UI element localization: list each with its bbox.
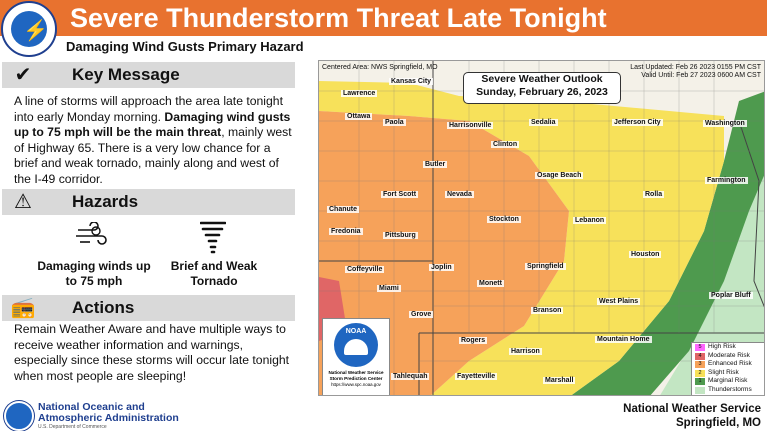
legend-swatch: 4 <box>695 353 705 360</box>
key-message-text-2: , mainly west of Highway 65. There is a very low chance for a brief and weak tornado, mainly along and west of the I-49 corridor. <box>14 125 292 186</box>
severe-outlook-map <box>318 60 765 396</box>
actions-text: Remain Weather Aware and have multiple ways to receive weather information and warnings, especially since these storms will occur late tonight when most people are sleeping! <box>14 322 290 383</box>
city-label: Branson <box>533 307 562 314</box>
legend-label: Enhanced Risk <box>708 360 752 367</box>
city-label: Jefferson City <box>614 119 661 126</box>
risk-legend <box>691 342 765 396</box>
legend-item <box>692 343 765 352</box>
legend-label: High Risk <box>708 343 736 350</box>
city-label: Poplar Bluff <box>711 292 751 299</box>
last-updated-label: Last Updated: Feb 26 2023 0155 PM CST <box>630 64 761 71</box>
noaa-caption-1: National Weather Service <box>328 370 384 375</box>
legend-label: Slight Risk <box>708 368 739 376</box>
hazard-wind-label: Damaging winds up to 75 mph <box>37 259 151 288</box>
city-label: Lawrence <box>343 90 376 97</box>
checkmark-icon: ✔ <box>14 64 32 86</box>
city-label: Sedalia <box>531 119 556 126</box>
legend-swatch: 1 <box>695 378 705 385</box>
city-label: Fayetteville <box>457 373 496 380</box>
city-label: Harrisonville <box>449 122 492 129</box>
warning-icon: ⚠ <box>14 191 32 213</box>
city-label: Lebanon <box>575 217 605 224</box>
nws-office-line-2: Springfield, MO <box>676 417 761 429</box>
legend-swatch <box>695 387 705 394</box>
tornado-icon <box>200 220 226 254</box>
noaa-caption-3: https://www.spc.noaa.gov <box>331 382 381 387</box>
legend-item <box>692 352 765 361</box>
nws-office <box>623 402 761 430</box>
nws-office-line-1: National Weather Service <box>623 403 761 415</box>
outlook-date: Sunday, February 26, 2023 <box>476 86 608 98</box>
city-label: Tahlequah <box>393 373 428 380</box>
city-label: Farmington <box>707 177 746 184</box>
outlook-title-box <box>463 72 621 104</box>
noaa-footer-logo <box>4 401 34 431</box>
city-label: Marshall <box>545 377 574 384</box>
legend-item <box>692 386 765 395</box>
hazards-header <box>2 189 295 215</box>
city-label: West Plains <box>599 298 639 305</box>
city-label: Rolla <box>645 191 663 198</box>
section-title: Hazards <box>72 192 139 211</box>
legend-label: Marginal Risk <box>708 377 748 384</box>
city-label: Pittsburg <box>385 232 416 239</box>
spc-noaa-badge <box>322 318 390 396</box>
key-message-text-1: A line of storms will approach the area late tonight into early Monday morning. <box>14 94 283 124</box>
noaa-caption-2: Storm Prediction Center <box>329 376 383 381</box>
city-label: Harrison <box>511 348 540 355</box>
city-label: Stockton <box>489 216 519 223</box>
valid-until-label: Valid Until: Feb 27 2023 0600 AM CST <box>641 72 761 79</box>
noaa-logo <box>334 323 378 367</box>
section-title: Actions <box>72 298 135 317</box>
legend-item <box>692 377 765 386</box>
city-label: Coffeyville <box>347 266 383 273</box>
city-label: Clinton <box>493 141 518 148</box>
city-label: Joplin <box>431 264 452 271</box>
legend-item <box>692 360 765 369</box>
city-label: Grove <box>411 311 432 318</box>
commerce-label: U.S. Department of Commerce <box>38 424 107 430</box>
page-title: Severe Thunderstorm Threat Late Tonight <box>70 3 607 33</box>
city-label: Fort Scott <box>383 191 417 198</box>
wind-icon <box>74 222 110 250</box>
city-label: Mountain Home <box>597 336 650 343</box>
legend-label: Thunderstorms <box>708 385 752 393</box>
actions-header <box>2 295 295 321</box>
nws-logo <box>1 1 57 57</box>
city-label: Fredonia <box>331 228 361 235</box>
city-label: Houston <box>631 251 660 258</box>
city-label: Kansas City <box>391 78 432 85</box>
city-label: Rogers <box>461 337 486 344</box>
outlook-title: Severe Weather Outlook <box>481 73 603 85</box>
key-message-text <box>14 94 294 187</box>
section-title: Key Message <box>72 65 180 84</box>
city-label: Paola <box>385 119 404 126</box>
legend-swatch: 2 <box>695 370 705 377</box>
noaa-logo-gull <box>344 339 368 355</box>
key-message-bold: Damaging wind gusts up to 75 mph will be the main threat <box>14 109 291 139</box>
legend-swatch: 3 <box>695 361 705 368</box>
key-message-header <box>2 62 295 88</box>
radio-alert-icon: 📻 <box>10 297 36 319</box>
city-label: Monett <box>479 280 502 287</box>
city-label: Washington <box>705 120 745 127</box>
noaa-name <box>38 402 179 424</box>
city-label: Butler <box>425 161 446 168</box>
city-label: Chanute <box>329 206 357 213</box>
centered-area-label: Centered Area: NWS Springfield, MO <box>322 64 438 71</box>
city-label: Ottawa <box>347 113 371 120</box>
legend-label: Moderate Risk <box>708 351 750 359</box>
noaa-name-line-1: National Oceanic and <box>38 401 145 413</box>
noaa-logo-text: NOAA <box>345 328 367 335</box>
city-label: Osage Beach <box>537 172 582 179</box>
city-label: Nevada <box>447 191 472 198</box>
hazard-tornado-label: Brief and Weak Tornado <box>170 259 258 288</box>
noaa-name-line-2: Atmospheric Administration <box>38 412 179 424</box>
city-label: Springfield <box>527 263 564 270</box>
page-subtitle: Damaging Wind Gusts Primary Hazard <box>66 39 304 54</box>
legend-swatch: 5 <box>695 344 705 351</box>
legend-item <box>692 369 765 378</box>
lightning-icon: ⚡ <box>23 20 48 42</box>
city-label: Miami <box>379 285 399 292</box>
